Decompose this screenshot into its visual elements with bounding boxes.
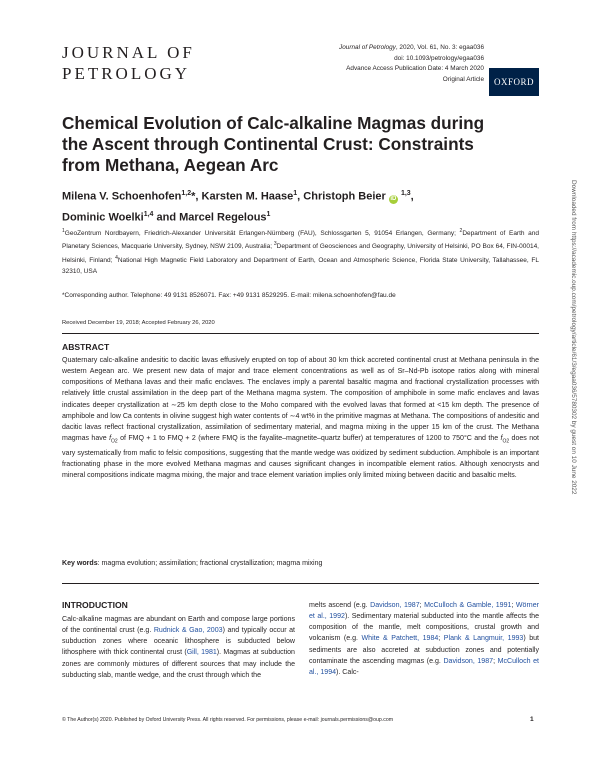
abstract-part: Quaternary calc-alkaline andesitic to dacitic lavas effusively erupted on top of about 30 km thick accreted continental crust at Methana peninsula in the western Aegean arc. We present new data of major and trace element concentrations as well as of Sr–Nd-Pb isotope ratios along with mineral compositions of Methana lavas and their mafic enclaves. The enclaves imply a parental basaltic magma and fractional crystallization processes with relatively little crustal assimilation in the deep part of the Methana magma system. The composition of amphibole in some mafic enclaves and lavas indicates deeper crystallization at ∼25 km depth close to the Moho compared with the evolved lavas that formed at <15 km depth. The presence of amphibole and low Ca contents in olivine suggest high water contents of ∼4 wt% in the primitive magmas at Methana. The compositions of andesitic and dacitic lavas reflect fractional crystallization, assimilation of sedimentary material, and magma mixing in the upper 15 km of the crust. The Methana magmas have (62, 357, 539, 443)
author-separator: *, (191, 190, 202, 203)
fo2-symbol: f (500, 435, 503, 443)
intro-column-left (62, 614, 295, 681)
citation-link[interactable]: Davidson, 1987 (370, 602, 420, 609)
fo2-symbol: f (109, 435, 112, 443)
journal-logo (62, 42, 195, 84)
abstract-part: of FMQ + 1 to FMQ + 2 (where FMQ is the fayalite–magnetite–quartz buffer) at temperatures of 1200 to 750°C and the (117, 435, 501, 443)
abstract-text (62, 355, 539, 481)
article-type: Original Article (442, 75, 484, 83)
abstract-heading: ABSTRACT (62, 342, 110, 352)
body-text: ) and typically occur at subduction zones where oceanic lithosphere is subducted below lithosphere with thick continental crust ( (62, 627, 295, 657)
copyright-footer: © The Author(s) 2020. Published by Oxford University Press. All rights reserved. For permissions, please e-mail: journals.permissions@oup.com (62, 717, 394, 723)
journal-logo-line2: PETROLOGY (62, 64, 191, 83)
article-title: Chemical Evolution of Calc-alkaline Magmas during the Ascent through Continental Crust: Constraints from Methana, Aegean Arc (62, 113, 485, 175)
journal-logo-line1: JOURNAL OF (62, 43, 195, 62)
keywords-text: : magma evolution; assimilation; fractional crystallization; magma mixing (97, 560, 323, 567)
author-name[interactable]: Milena V. Schoenhofen (62, 190, 182, 203)
introduction-heading: INTRODUCTION (62, 600, 128, 610)
fo2-subscript: O2 (502, 438, 510, 445)
affil-number: 4 (115, 254, 118, 261)
citation-line (300, 43, 484, 54)
citation-block (300, 43, 484, 85)
body-text: ; (419, 602, 425, 609)
affil-number: 3 (273, 241, 277, 248)
body-text: ; (511, 602, 516, 609)
affil-number: 2 (459, 228, 463, 234)
author-affil-sup: 1,2 (181, 190, 192, 197)
received-dates: Received December 19, 2018; Accepted February 26, 2020 (62, 320, 215, 326)
body-text: Calc-alkaline magmas are abundant on Earth and compose large portions of the continental crust (e.g. (62, 616, 295, 635)
author-separator: and (153, 211, 180, 224)
citation-link[interactable]: Davidson, 1987 (443, 657, 494, 665)
affiliations (62, 226, 539, 278)
orcid-icon[interactable]: iD (390, 195, 397, 202)
affiliation-text: Department of Geosciences and Geography, University of Helsinki, PO Box 64, FIN-00014, Helsinki, Finland; (62, 243, 539, 265)
author-affil-sup: 1,3 (400, 190, 411, 197)
affiliation-text: GeoZentrum Nordbayern, Friedrich-Alexander Universität Erlangen-Nürnberg (FAU), Schlossgarten 5, 91054 Erlangen, Germany; (64, 230, 460, 238)
keywords-label: Key words (62, 560, 98, 567)
oxford-logo[interactable]: OXFORD (489, 68, 539, 96)
divider (62, 333, 539, 334)
author-affil-sup: 1,4 (143, 210, 154, 218)
journal-name[interactable]: Journal of Petrology (339, 44, 396, 51)
citation-link[interactable]: Plank & Langmuir, 1993 (443, 635, 524, 643)
intro-column-right (309, 600, 539, 678)
keywords (62, 560, 539, 567)
download-side-note (568, 180, 576, 600)
author-affil-sup: 1 (266, 210, 271, 218)
body-text: ). Calc- (336, 668, 359, 676)
citation-link[interactable]: Gill, 1981 (186, 649, 217, 657)
citation-link[interactable]: White & Patchett, 1984 (361, 635, 439, 643)
body-text: melts ascend (e.g. (309, 602, 371, 609)
affiliation-text: Department of Earth and Planetary Sciences, Macquarie University, Sydney, NSW 2109, Australia; (62, 230, 539, 251)
body-text: ; (438, 635, 444, 643)
citation-link[interactable]: Wörner et al., 1992 (309, 602, 539, 621)
download-note-text[interactable]: Downloaded from https://academic.oup.com/petrology/article/61/3/egaa036/5780302 by guest on 10 June 2022 (570, 180, 577, 495)
body-text: ; (493, 657, 498, 665)
page-number: 1 (530, 716, 534, 723)
author-name[interactable]: Karsten M. Haase (201, 190, 294, 203)
author-separator: , (297, 190, 304, 203)
author-name[interactable]: Dominic Woelki (62, 211, 144, 224)
volume-info: , 2020, Vol. 61, No. 3: egaa036 (395, 44, 484, 51)
author-list (62, 185, 532, 226)
affil-number: 1 (62, 228, 65, 234)
fo2-subscript: O2 (111, 438, 118, 445)
body-text: ). Magmas at subduction zones are commonly mixtures of different sources that may include the subducting slab, mantle wedge, and the crust through which the (62, 649, 295, 679)
citation-link[interactable]: McCulloch et al., 1994 (309, 657, 539, 676)
citation-link[interactable]: McCulloch & Gamble, 1991 (424, 602, 512, 609)
author-name[interactable]: Marcel Regelous (179, 211, 267, 224)
affiliation-text: National High Magnetic Field Laboratory and Department of Earth, Ocean and Atmospheric Science, Florida State University, Tallahassee, FL 32310, USA (62, 257, 539, 276)
body-text: ). Sedimentary material subducted into the mantle affects the composition of the mantle, melt compositions, crustal growth and volcanism (e.g. (309, 613, 539, 643)
author-name[interactable]: Christoph Beier (303, 190, 386, 203)
corresponding-author: *Corresponding author. Telephone: 49 9131 8526071. Fax: +49 9131 8529295. E-mail: milena.schoenhofen@fau.de (62, 292, 396, 299)
divider (62, 583, 539, 584)
body-text: ) but sediments are also accreted at subduction zones and potentially contaminate the ascending magmas (e.g. (309, 635, 540, 665)
advance-access-date: Advance Access Publication Date: 4 March 2020 (346, 65, 484, 72)
doi[interactable]: doi: 10.1093/petrology/egaa036 (394, 54, 484, 62)
author-affil-sup: 1 (293, 190, 298, 197)
author-separator: , (410, 190, 414, 203)
abstract-part: does not vary systematically from mafic to felsic compositions, suggesting that the mantle wedge was oxidized by sediment subduction. Amphibole is an important fractionating phase in the more evolved Methana magmas and causes significant changes in incompatible element ratios. Although xenocrysts and mineral compositions indicate magma mixing, the major and trace element variation implies only limited mixing between dacitic and basaltic melts. (62, 435, 539, 479)
citation-link[interactable]: Rudnick & Gao, 2003 (153, 627, 223, 635)
